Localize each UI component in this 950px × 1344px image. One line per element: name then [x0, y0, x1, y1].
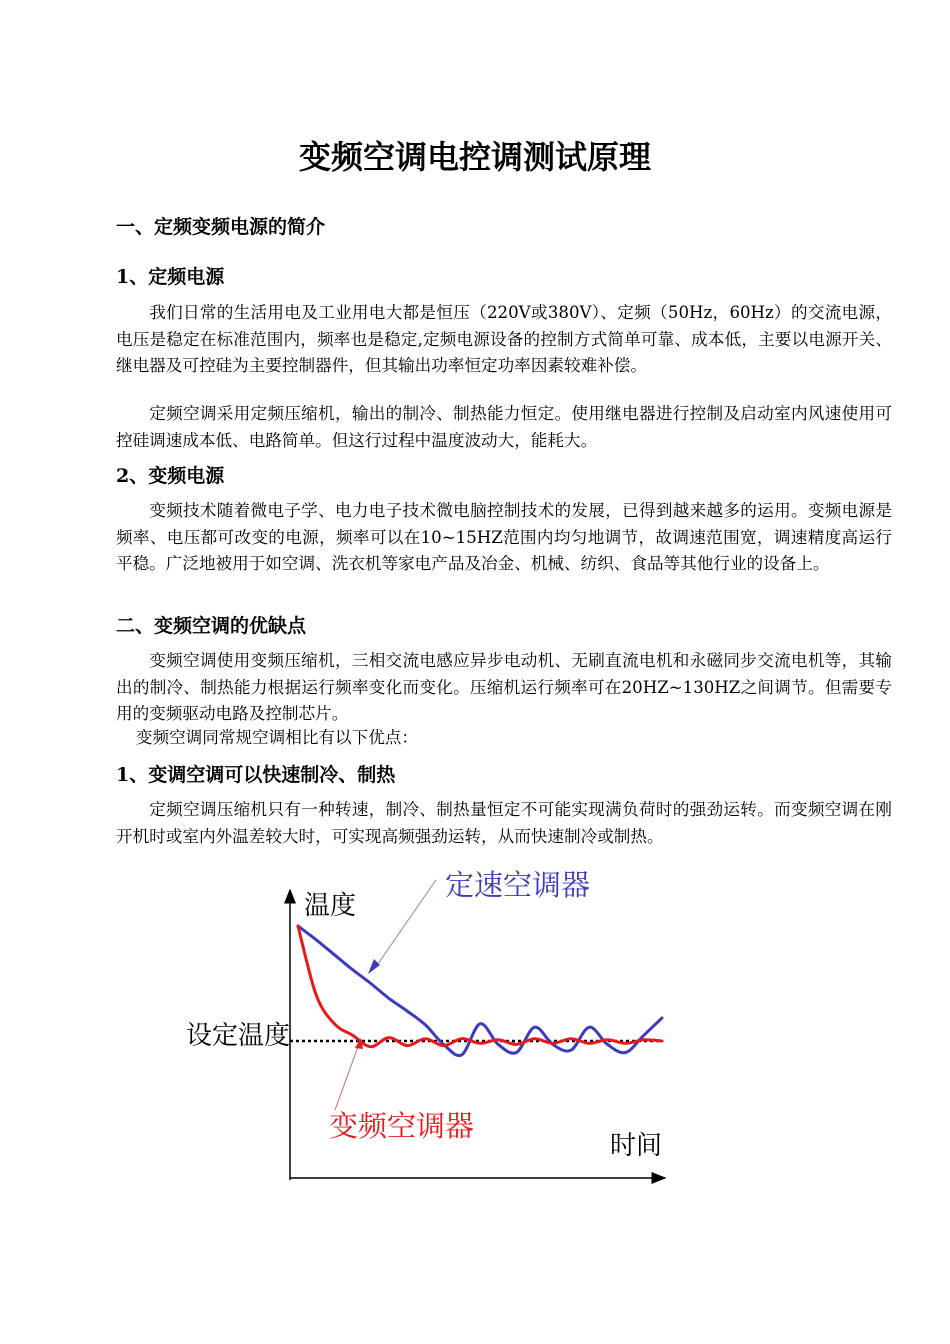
- paragraph-advantages-intro: 变频空调同常规空调相比有以下优点：: [135, 728, 418, 747]
- section-heading-1: 一、定频变频电源的简介: [116, 216, 326, 238]
- temperature-comparison-chart: [170, 868, 690, 1193]
- paragraph-fast-cooling: 定频空调压缩机只有一种转速，制冷、制热量恒定不可能实现满负荷时的强劲运转。而变频空调在刚开机时或室内外温差较大时，可实现高频强劲运转，从而快速制冷或制热。: [116, 800, 892, 846]
- set-temperature-label: 设定温度: [186, 1021, 291, 1051]
- subsection-heading-2-1: 1、变调空调可以快速制冷、制热: [116, 764, 396, 786]
- inverter-ac-line: [298, 926, 662, 1047]
- fixed-speed-callout-line: [375, 880, 436, 968]
- paragraph-fixed-freq-ac: 定频空调采用定频压缩机，输出的制冷、制热能力恒定。使用继电器进行控制及启动室内风速使用可控硅调速成本低、电路简单。但这行过程中温度波动大，能耗大。: [116, 404, 892, 450]
- inverter-series-label: 变频空调器: [329, 1109, 475, 1143]
- fixed-speed-series-label: 定速空调器: [445, 868, 591, 902]
- inverter-callout-line: [335, 1044, 359, 1110]
- y-axis-label: 温度: [304, 891, 357, 921]
- subsection-heading-1-2: 2、变频电源: [116, 465, 225, 487]
- fixed-speed-callout-arrow: [368, 959, 380, 974]
- document-title: 变频空调电控调测试原理: [298, 138, 651, 176]
- x-axis-label: 时间: [610, 1131, 663, 1161]
- subsection-heading-1-1: 1、定频电源: [116, 266, 225, 288]
- paragraph-variable-freq-power: 变频技术随着微电子学、电力电子技术微电脑控制技术的发展，已得到越来越多的运用。变频电源是频率、电压都可改变的电源，频率可以在10~15HZ范围内均匀地调节，故调速范围宽，调速精度高运行平稳。广泛地被用于如空调、洗衣机等家电产品及冶金、机械、纺织、食品等其他行业的设备上。: [116, 501, 892, 573]
- section-heading-2: 二、变频空调的优缺点: [116, 615, 307, 637]
- paragraph-fixed-freq-power: 我们日常的生活用电及工业用电大都是恒压（220V或380V）、定频（50Hz，60Hz）的交流电源，电压是稳定在标准范围内，频率也是稳定,定频电源设备的控制方式简单可靠、成本低，主要以电源开关、继电器及可控硅为主要控制器件，但其输出功率恒定功率因素较难补偿。: [116, 303, 892, 375]
- paragraph-inverter-ac: 变频空调使用变频压缩机，三相交流电感应异步电动机、无刷直流电机和永磁同步交流电机等，其输出的制冷、制热能力根据运行频率变化而变化。压缩机运行频率可在20HZ~130HZ之间调节。但需要专用的变频驱动电路及控制芯片。: [116, 651, 892, 723]
